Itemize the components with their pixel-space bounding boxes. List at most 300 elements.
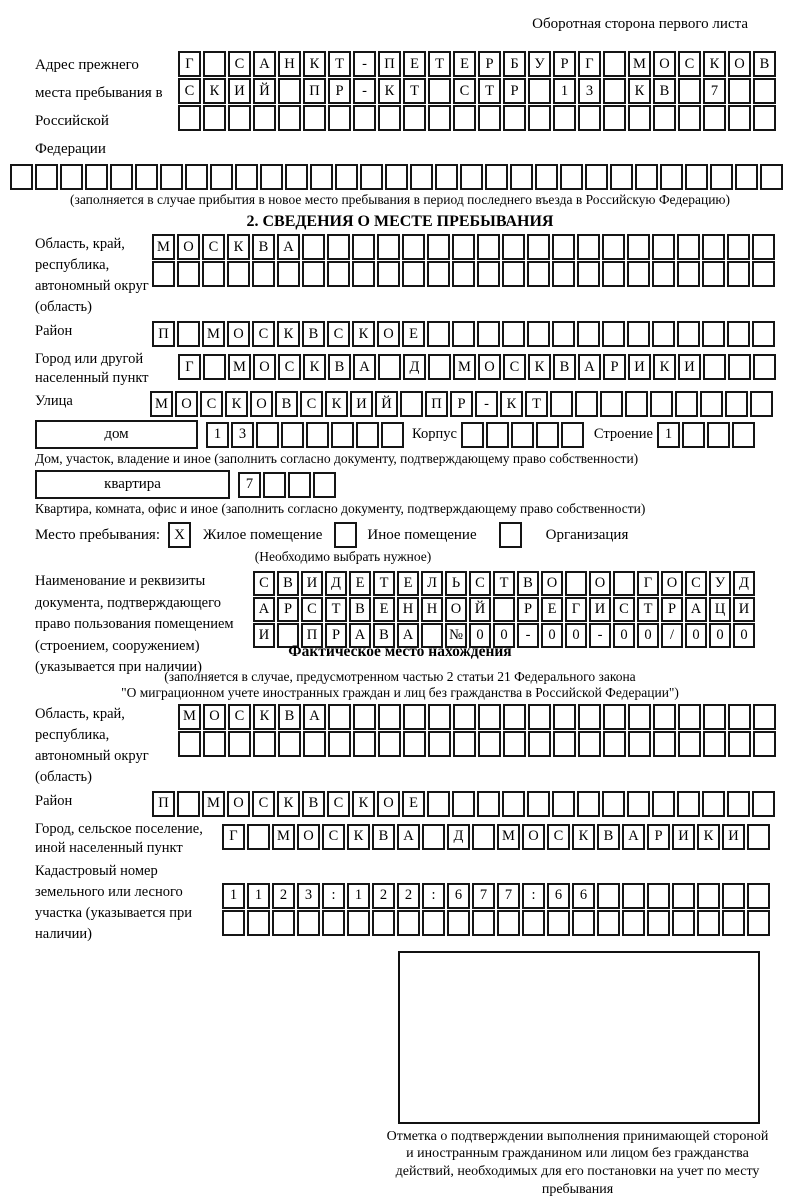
char-cell[interactable] xyxy=(178,731,201,757)
char-cell[interactable] xyxy=(750,391,773,417)
char-cell[interactable] xyxy=(185,164,208,190)
char-cell[interactable] xyxy=(353,704,376,730)
char-cell[interactable] xyxy=(428,78,451,104)
char-cell[interactable] xyxy=(493,597,515,622)
char-cell[interactable]: : xyxy=(522,883,545,909)
char-cell[interactable]: 0 xyxy=(685,623,707,648)
char-cell[interactable]: О xyxy=(227,321,250,347)
char-cell[interactable] xyxy=(578,731,601,757)
char-cell[interactable]: С xyxy=(278,354,301,380)
char-cell[interactable]: В xyxy=(597,824,620,850)
char-cell[interactable] xyxy=(527,321,550,347)
char-cell[interactable]: К xyxy=(227,234,250,260)
char-cell[interactable] xyxy=(177,791,200,817)
char-cell[interactable] xyxy=(385,164,408,190)
char-cell[interactable] xyxy=(753,78,776,104)
char-cell[interactable]: Е xyxy=(397,571,419,596)
char-cell[interactable] xyxy=(650,391,673,417)
char-cell[interactable] xyxy=(272,910,295,936)
char-cell[interactable]: В xyxy=(302,321,325,347)
char-cell[interactable]: У xyxy=(528,51,551,77)
char-cell[interactable] xyxy=(603,731,626,757)
char-cell[interactable] xyxy=(428,354,451,380)
char-cell[interactable] xyxy=(722,883,745,909)
char-cell[interactable]: Ц xyxy=(709,597,731,622)
char-cell[interactable]: Й xyxy=(375,391,398,417)
char-cell[interactable] xyxy=(760,164,783,190)
char-cell[interactable] xyxy=(177,321,200,347)
char-cell[interactable]: П xyxy=(378,51,401,77)
char-cell[interactable] xyxy=(297,910,320,936)
char-cell[interactable]: : xyxy=(422,883,445,909)
char-cell[interactable]: Р xyxy=(478,51,501,77)
char-cell[interactable] xyxy=(647,910,670,936)
char-cell[interactable]: 2 xyxy=(372,883,395,909)
char-cell[interactable]: С xyxy=(200,391,223,417)
char-cell[interactable] xyxy=(435,164,458,190)
char-cell[interactable]: Р xyxy=(328,78,351,104)
char-cell[interactable] xyxy=(747,910,770,936)
char-cell[interactable]: 7 xyxy=(238,472,261,498)
char-cell[interactable]: Р xyxy=(553,51,576,77)
char-cell[interactable]: М xyxy=(453,354,476,380)
char-cell[interactable] xyxy=(352,261,375,287)
char-cell[interactable] xyxy=(228,105,251,131)
char-cell[interactable] xyxy=(536,422,559,448)
char-cell[interactable] xyxy=(732,422,755,448)
char-cell[interactable] xyxy=(378,354,401,380)
char-cell[interactable]: 3 xyxy=(231,422,254,448)
char-cell[interactable] xyxy=(628,105,651,131)
char-cell[interactable] xyxy=(497,910,520,936)
char-cell[interactable]: О xyxy=(377,791,400,817)
char-cell[interactable]: 1 xyxy=(206,422,229,448)
char-cell[interactable] xyxy=(728,731,751,757)
char-cell[interactable]: А xyxy=(253,51,276,77)
char-cell[interactable] xyxy=(535,164,558,190)
char-cell[interactable]: К xyxy=(303,51,326,77)
char-cell[interactable] xyxy=(235,164,258,190)
char-cell[interactable] xyxy=(285,164,308,190)
char-cell[interactable] xyxy=(427,261,450,287)
char-cell[interactable] xyxy=(677,261,700,287)
char-cell[interactable] xyxy=(702,321,725,347)
char-cell[interactable] xyxy=(728,105,751,131)
char-cell[interactable] xyxy=(577,234,600,260)
char-cell[interactable] xyxy=(752,321,775,347)
char-cell[interactable] xyxy=(203,731,226,757)
char-cell[interactable]: Д xyxy=(733,571,755,596)
char-cell[interactable]: А xyxy=(397,623,419,648)
char-cell[interactable] xyxy=(753,731,776,757)
char-cell[interactable] xyxy=(622,883,645,909)
char-cell[interactable]: О xyxy=(175,391,198,417)
char-cell[interactable] xyxy=(528,731,551,757)
char-cell[interactable] xyxy=(502,321,525,347)
char-cell[interactable]: С xyxy=(228,704,251,730)
char-cell[interactable]: К xyxy=(378,78,401,104)
char-cell[interactable] xyxy=(603,78,626,104)
char-cell[interactable] xyxy=(753,105,776,131)
char-cell[interactable]: С xyxy=(252,321,275,347)
char-cell[interactable] xyxy=(553,105,576,131)
stay-type-checkbox-residential[interactable]: X xyxy=(168,522,191,548)
char-cell[interactable]: В xyxy=(302,791,325,817)
char-cell[interactable] xyxy=(322,910,345,936)
char-cell[interactable] xyxy=(477,321,500,347)
char-cell[interactable]: Р xyxy=(661,597,683,622)
char-cell[interactable] xyxy=(707,422,730,448)
char-cell[interactable]: К xyxy=(203,78,226,104)
char-cell[interactable]: С xyxy=(547,824,570,850)
char-cell[interactable] xyxy=(752,791,775,817)
char-cell[interactable] xyxy=(222,910,245,936)
char-cell[interactable] xyxy=(247,910,270,936)
char-cell[interactable] xyxy=(547,910,570,936)
char-cell[interactable] xyxy=(603,51,626,77)
char-cell[interactable]: В xyxy=(653,78,676,104)
char-cell[interactable] xyxy=(752,261,775,287)
char-cell[interactable] xyxy=(585,164,608,190)
char-cell[interactable] xyxy=(678,105,701,131)
char-cell[interactable]: В xyxy=(252,234,275,260)
char-cell[interactable] xyxy=(472,824,495,850)
char-cell[interactable]: 0 xyxy=(613,623,635,648)
char-cell[interactable]: Ь xyxy=(445,571,467,596)
char-cell[interactable]: П xyxy=(303,78,326,104)
char-cell[interactable] xyxy=(378,704,401,730)
char-cell[interactable]: Т xyxy=(403,78,426,104)
char-cell[interactable] xyxy=(747,883,770,909)
char-cell[interactable]: А xyxy=(253,597,275,622)
char-cell[interactable] xyxy=(553,704,576,730)
char-cell[interactable]: Й xyxy=(253,78,276,104)
char-cell[interactable]: Р xyxy=(503,78,526,104)
char-cell[interactable] xyxy=(353,731,376,757)
char-cell[interactable]: К xyxy=(628,78,651,104)
char-cell[interactable]: Л xyxy=(421,571,443,596)
char-cell[interactable] xyxy=(502,234,525,260)
char-cell[interactable]: К xyxy=(653,354,676,380)
char-cell[interactable]: Е xyxy=(453,51,476,77)
char-cell[interactable]: И xyxy=(722,824,745,850)
char-cell[interactable] xyxy=(313,472,336,498)
char-cell[interactable]: А xyxy=(578,354,601,380)
char-cell[interactable]: С xyxy=(253,571,275,596)
char-cell[interactable] xyxy=(403,704,426,730)
char-cell[interactable]: В xyxy=(349,597,371,622)
char-cell[interactable] xyxy=(703,105,726,131)
char-cell[interactable] xyxy=(728,704,751,730)
char-cell[interactable]: С xyxy=(503,354,526,380)
char-cell[interactable] xyxy=(427,791,450,817)
char-cell[interactable] xyxy=(597,883,620,909)
char-cell[interactable] xyxy=(428,105,451,131)
char-cell[interactable] xyxy=(400,391,423,417)
char-cell[interactable] xyxy=(478,704,501,730)
char-cell[interactable] xyxy=(263,472,286,498)
char-cell[interactable]: И xyxy=(672,824,695,850)
char-cell[interactable]: Т xyxy=(328,51,351,77)
char-cell[interactable] xyxy=(453,105,476,131)
char-cell[interactable]: 1 xyxy=(222,883,245,909)
char-cell[interactable]: 1 xyxy=(553,78,576,104)
char-cell[interactable]: К xyxy=(303,354,326,380)
char-cell[interactable] xyxy=(135,164,158,190)
char-cell[interactable] xyxy=(427,234,450,260)
char-cell[interactable]: О xyxy=(250,391,273,417)
char-cell[interactable] xyxy=(335,164,358,190)
char-cell[interactable] xyxy=(575,391,598,417)
char-cell[interactable]: 7 xyxy=(497,883,520,909)
char-cell[interactable] xyxy=(728,78,751,104)
char-cell[interactable] xyxy=(281,422,304,448)
char-cell[interactable]: И xyxy=(678,354,701,380)
char-cell[interactable] xyxy=(652,321,675,347)
char-cell[interactable] xyxy=(677,234,700,260)
char-cell[interactable] xyxy=(253,731,276,757)
char-cell[interactable] xyxy=(452,321,475,347)
char-cell[interactable]: О xyxy=(227,791,250,817)
char-cell[interactable]: 6 xyxy=(572,883,595,909)
char-cell[interactable]: В xyxy=(553,354,576,380)
char-cell[interactable]: Н xyxy=(397,597,419,622)
char-cell[interactable]: С xyxy=(228,51,251,77)
char-cell[interactable] xyxy=(510,164,533,190)
char-cell[interactable]: К xyxy=(277,791,300,817)
char-cell[interactable]: 2 xyxy=(272,883,295,909)
char-cell[interactable] xyxy=(677,791,700,817)
char-cell[interactable] xyxy=(278,78,301,104)
char-cell[interactable]: А xyxy=(622,824,645,850)
char-cell[interactable] xyxy=(203,51,226,77)
char-cell[interactable]: Т xyxy=(428,51,451,77)
char-cell[interactable]: 0 xyxy=(709,623,731,648)
char-cell[interactable] xyxy=(160,164,183,190)
apartment-type-box[interactable]: квартира xyxy=(35,470,230,499)
char-cell[interactable]: И xyxy=(301,571,323,596)
char-cell[interactable] xyxy=(653,704,676,730)
char-cell[interactable] xyxy=(597,910,620,936)
char-cell[interactable]: Р xyxy=(603,354,626,380)
char-cell[interactable]: М xyxy=(150,391,173,417)
char-cell[interactable] xyxy=(253,105,276,131)
char-cell[interactable] xyxy=(727,321,750,347)
char-cell[interactable]: С xyxy=(327,321,350,347)
char-cell[interactable] xyxy=(652,234,675,260)
char-cell[interactable] xyxy=(602,234,625,260)
char-cell[interactable] xyxy=(328,731,351,757)
char-cell[interactable] xyxy=(697,883,720,909)
char-cell[interactable]: 0 xyxy=(541,623,563,648)
char-cell[interactable] xyxy=(511,422,534,448)
char-cell[interactable]: Е xyxy=(402,321,425,347)
char-cell[interactable]: 1 xyxy=(657,422,680,448)
char-cell[interactable] xyxy=(310,164,333,190)
char-cell[interactable]: М xyxy=(202,791,225,817)
char-cell[interactable] xyxy=(753,704,776,730)
char-cell[interactable] xyxy=(703,731,726,757)
char-cell[interactable]: Г xyxy=(565,597,587,622)
char-cell[interactable]: В xyxy=(277,571,299,596)
char-cell[interactable]: Т xyxy=(478,78,501,104)
char-cell[interactable] xyxy=(403,731,426,757)
char-cell[interactable] xyxy=(328,704,351,730)
char-cell[interactable] xyxy=(477,234,500,260)
char-cell[interactable]: К xyxy=(325,391,348,417)
char-cell[interactable] xyxy=(628,704,651,730)
char-cell[interactable] xyxy=(377,234,400,260)
char-cell[interactable] xyxy=(428,704,451,730)
char-cell[interactable]: М xyxy=(272,824,295,850)
char-cell[interactable] xyxy=(152,261,175,287)
char-cell[interactable]: 7 xyxy=(472,883,495,909)
char-cell[interactable]: Р xyxy=(325,623,347,648)
char-cell[interactable]: К xyxy=(697,824,720,850)
char-cell[interactable] xyxy=(682,422,705,448)
stay-type-checkbox-other-premises[interactable] xyxy=(334,522,357,548)
char-cell[interactable]: 0 xyxy=(493,623,515,648)
char-cell[interactable]: И xyxy=(350,391,373,417)
char-cell[interactable]: 0 xyxy=(733,623,755,648)
char-cell[interactable]: Е xyxy=(402,791,425,817)
char-cell[interactable] xyxy=(178,105,201,131)
char-cell[interactable]: - xyxy=(589,623,611,648)
char-cell[interactable] xyxy=(422,824,445,850)
char-cell[interactable]: П xyxy=(301,623,323,648)
char-cell[interactable] xyxy=(528,78,551,104)
char-cell[interactable]: : xyxy=(322,883,345,909)
char-cell[interactable] xyxy=(700,391,723,417)
char-cell[interactable] xyxy=(703,704,726,730)
char-cell[interactable]: Г xyxy=(178,354,201,380)
char-cell[interactable] xyxy=(685,164,708,190)
char-cell[interactable] xyxy=(378,105,401,131)
char-cell[interactable]: В xyxy=(275,391,298,417)
char-cell[interactable] xyxy=(528,105,551,131)
char-cell[interactable] xyxy=(572,910,595,936)
char-cell[interactable]: К xyxy=(703,51,726,77)
char-cell[interactable] xyxy=(602,791,625,817)
char-cell[interactable]: В xyxy=(373,623,395,648)
char-cell[interactable]: Г xyxy=(637,571,659,596)
char-cell[interactable] xyxy=(502,261,525,287)
char-cell[interactable] xyxy=(503,105,526,131)
char-cell[interactable]: С xyxy=(327,791,350,817)
char-cell[interactable] xyxy=(727,261,750,287)
char-cell[interactable]: А xyxy=(685,597,707,622)
char-cell[interactable]: Е xyxy=(541,597,563,622)
char-cell[interactable] xyxy=(552,321,575,347)
char-cell[interactable] xyxy=(752,234,775,260)
char-cell[interactable]: К xyxy=(500,391,523,417)
char-cell[interactable]: О xyxy=(445,597,467,622)
char-cell[interactable] xyxy=(600,391,623,417)
char-cell[interactable]: О xyxy=(653,51,676,77)
char-cell[interactable] xyxy=(578,704,601,730)
char-cell[interactable] xyxy=(452,791,475,817)
char-cell[interactable]: Т xyxy=(637,597,659,622)
char-cell[interactable]: - xyxy=(517,623,539,648)
char-cell[interactable]: Р xyxy=(450,391,473,417)
char-cell[interactable] xyxy=(278,105,301,131)
char-cell[interactable] xyxy=(347,910,370,936)
char-cell[interactable] xyxy=(710,164,733,190)
char-cell[interactable] xyxy=(478,731,501,757)
char-cell[interactable]: К xyxy=(277,321,300,347)
char-cell[interactable] xyxy=(288,472,311,498)
char-cell[interactable]: К xyxy=(352,321,375,347)
char-cell[interactable] xyxy=(627,261,650,287)
char-cell[interactable] xyxy=(410,164,433,190)
char-cell[interactable] xyxy=(627,791,650,817)
char-cell[interactable]: Г xyxy=(178,51,201,77)
char-cell[interactable]: С xyxy=(301,597,323,622)
char-cell[interactable] xyxy=(402,261,425,287)
char-cell[interactable]: Й xyxy=(469,597,491,622)
char-cell[interactable] xyxy=(453,704,476,730)
char-cell[interactable]: Н xyxy=(278,51,301,77)
char-cell[interactable] xyxy=(660,164,683,190)
char-cell[interactable] xyxy=(306,422,329,448)
char-cell[interactable]: 6 xyxy=(447,883,470,909)
char-cell[interactable]: 0 xyxy=(469,623,491,648)
char-cell[interactable] xyxy=(727,791,750,817)
char-cell[interactable] xyxy=(360,164,383,190)
char-cell[interactable] xyxy=(722,910,745,936)
char-cell[interactable] xyxy=(577,261,600,287)
char-cell[interactable]: Д xyxy=(447,824,470,850)
char-cell[interactable]: М xyxy=(497,824,520,850)
char-cell[interactable]: О xyxy=(253,354,276,380)
char-cell[interactable]: В xyxy=(278,704,301,730)
char-cell[interactable]: 0 xyxy=(637,623,659,648)
char-cell[interactable]: К xyxy=(225,391,248,417)
char-cell[interactable]: И xyxy=(228,78,251,104)
char-cell[interactable] xyxy=(678,704,701,730)
char-cell[interactable] xyxy=(728,354,751,380)
char-cell[interactable]: М xyxy=(228,354,251,380)
char-cell[interactable] xyxy=(678,78,701,104)
char-cell[interactable] xyxy=(377,261,400,287)
char-cell[interactable]: О xyxy=(728,51,751,77)
char-cell[interactable]: К xyxy=(253,704,276,730)
char-cell[interactable] xyxy=(622,910,645,936)
char-cell[interactable] xyxy=(453,731,476,757)
char-cell[interactable]: М xyxy=(202,321,225,347)
char-cell[interactable] xyxy=(647,883,670,909)
char-cell[interactable] xyxy=(627,234,650,260)
char-cell[interactable]: П xyxy=(425,391,448,417)
char-cell[interactable] xyxy=(502,791,525,817)
char-cell[interactable] xyxy=(503,704,526,730)
char-cell[interactable] xyxy=(372,910,395,936)
char-cell[interactable] xyxy=(703,354,726,380)
char-cell[interactable] xyxy=(552,261,575,287)
char-cell[interactable] xyxy=(110,164,133,190)
char-cell[interactable] xyxy=(527,261,550,287)
char-cell[interactable] xyxy=(727,234,750,260)
char-cell[interactable]: С xyxy=(678,51,701,77)
char-cell[interactable] xyxy=(553,731,576,757)
char-cell[interactable] xyxy=(428,731,451,757)
char-cell[interactable] xyxy=(402,234,425,260)
char-cell[interactable]: А xyxy=(277,234,300,260)
char-cell[interactable]: М xyxy=(178,704,201,730)
char-cell[interactable] xyxy=(577,321,600,347)
char-cell[interactable]: 0 xyxy=(565,623,587,648)
char-cell[interactable] xyxy=(702,261,725,287)
